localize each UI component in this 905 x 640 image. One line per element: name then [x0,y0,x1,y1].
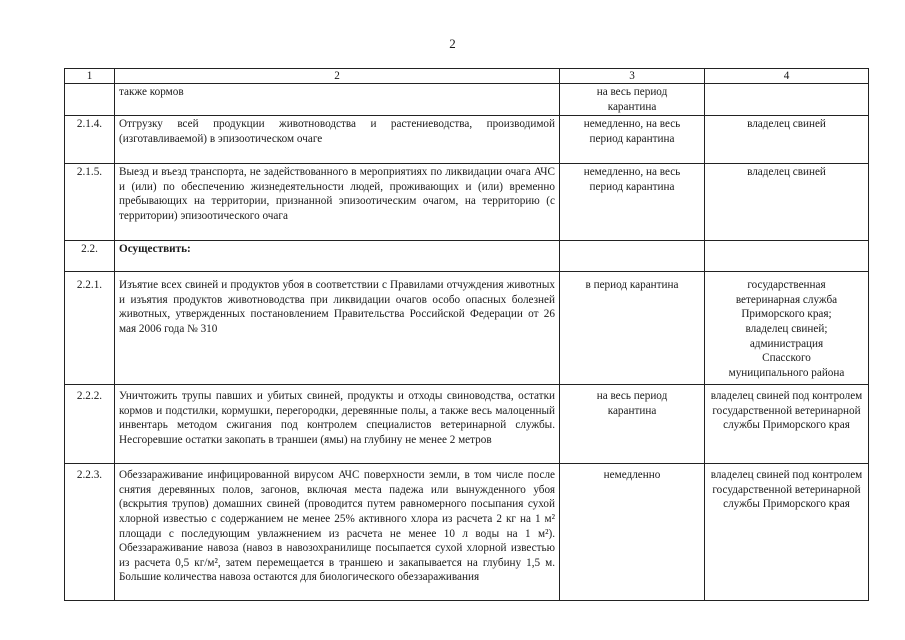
table-header-row [65,69,869,84]
row-time: немедленно [560,464,705,601]
row-time [560,241,705,272]
row-number: 2.2.1. [65,272,115,385]
row-responsible: владелец свиней [705,116,869,164]
row-number: 2.1.4. [65,116,115,164]
row-responsible [705,241,869,272]
row-responsible: владелец свиней [705,164,869,241]
table-row [65,385,869,464]
row-text: Отгрузку всей продукции животноводства и растениеводства, производимой (изготавливаемой) в эпизоотическом очаге [115,116,560,164]
row-text: Выезд и въезд транспорта, не задействованного в мероприятиях по ликвидации очага АЧС и (или) по обеспечению жизнедеятельности людей, проживающих и (или) временно пребывающих на территории, признанной эпизоотическим очагом, на территорию (с территории) эпизоотического очага [115,164,560,241]
table-row [65,464,869,601]
header-col-1: 1 [65,69,115,84]
row-text: Обеззараживание инфицированной вирусом АЧС поверхности земли, в том числе после снятия деревянных полов, загонов, включая места падежа или вынужденного убоя (вскрытия трупов) домашних свиней (проводится путем равномерного посыпания сухой хлорной известью с содержанием не менее 25% активного хлора из расчета 2 кг на 1 м² площади с последующим увлажнением из расчета не менее 10 л воды на 1 м²). Обеззараживание навоза (навоз в навозохранилище посыпается сухой хлорной известью из расчета 0,5 кг/м², затем перемещается в траншею и закапывается на глубину 1,5 м. Большие количества навоза остаются для биологического обеззараживания [115,464,560,601]
row-text: также кормов [115,84,560,116]
row-responsible: государственная ветеринарная служба Приморского края; владелец свиней; администрация Спасского муниципального района [705,272,869,385]
table-row [65,272,869,385]
header-col-4: 4 [705,69,869,84]
table-row [65,241,869,272]
row-number: 2.1.5. [65,164,115,241]
row-number: 2.2. [65,241,115,272]
row-text: Осуществить: [115,241,560,272]
row-time: на весь период карантина [560,84,705,116]
row-number: 2.2.2. [65,385,115,464]
row-text: Уничтожить трупы павших и убитых свиней, продукты и отходы свиноводства, остатки кормов и подстилки, кормушки, перегородки, деревянные полы, а также весь малоценный инвентарь методом сжигания под контролем специалистов ветеринарной службы. Несгоревшие остатки закопать в траншеи (ямы) на глубину не менее 2 метров [115,385,560,464]
row-responsible: владелец свиней под контролем государственной ветеринарной службы Приморского края [705,464,869,601]
table-row [65,164,869,241]
table-row [65,116,869,164]
row-time: немедленно, на весь период карантина [560,116,705,164]
row-number [65,84,115,116]
row-number: 2.2.3. [65,464,115,601]
measures-table [64,68,869,601]
header-col-3: 3 [560,69,705,84]
row-time: в период карантина [560,272,705,385]
row-time: на весь период карантина [560,385,705,464]
page-number: 2 [449,36,456,51]
row-text: Изъятие всех свиней и продуктов убоя в соответствии с Правилами отчуждения животных и изъятия продуктов животноводства при ликвидации очагов особо опасных болезней животных, утвержденных постановлением Правительства Российской Федерации от 26 мая 2006 года № 310 [115,272,560,385]
row-responsible [705,84,869,116]
header-col-2: 2 [115,69,560,84]
row-responsible: владелец свиней под контролем государственной ветеринарной службы Приморского края [705,385,869,464]
row-time: немедленно, на весь период карантина [560,164,705,241]
table-row [65,84,869,116]
